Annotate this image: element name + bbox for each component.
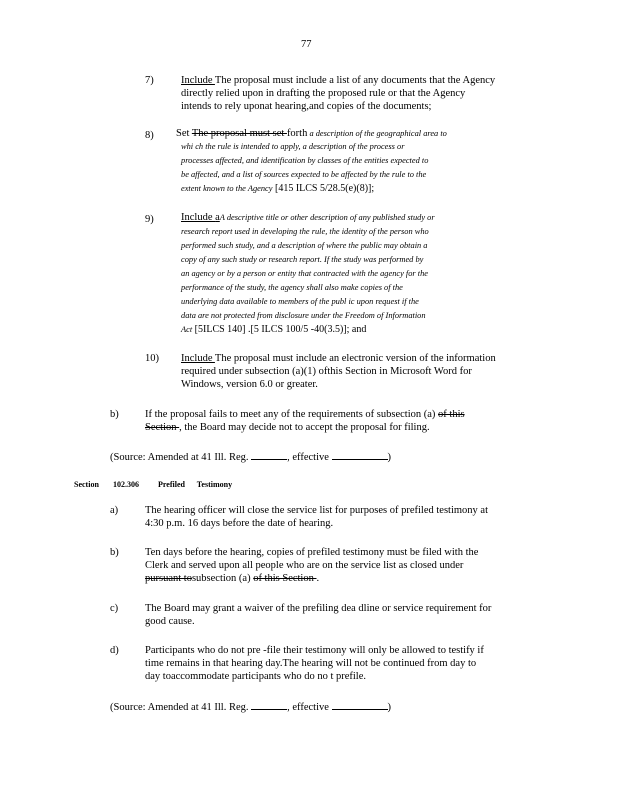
section-d-line: time remains in that hearing day.The hearing will not be continued from day to bbox=[145, 658, 477, 670]
item-7-line: The proposal must include a list of any documents that the Agency bbox=[214, 75, 496, 86]
item-9-line: performed such study, and a description of where the public may obtain a bbox=[181, 241, 428, 250]
section-number: 102.306 bbox=[113, 480, 139, 489]
section-b-line: Clerk and served upon all people who are on the service list as closed under bbox=[145, 560, 464, 572]
deleted-text: of this bbox=[438, 409, 465, 420]
forth-word: forth bbox=[286, 128, 308, 139]
section-c-line: The Board may grant a waiver of the prefiling dea dline or service requirement for bbox=[145, 603, 492, 614]
item-10-line: Windows, version 6.0 or greater. bbox=[181, 379, 318, 391]
item-9-line: copy of any such study or research report. If the study was performed by bbox=[181, 255, 424, 264]
insert-include: Include bbox=[181, 212, 216, 223]
section-a-text bbox=[145, 504, 537, 530]
item-7-number: 7) bbox=[145, 75, 154, 86]
source-note-1 bbox=[110, 450, 391, 464]
item-10-text bbox=[181, 352, 533, 392]
blank-line bbox=[251, 700, 287, 710]
source-note-2 bbox=[110, 700, 391, 714]
section-d-letter: d) bbox=[110, 645, 119, 656]
item-9-line: underlying data available to members of the publ ic upon request if the bbox=[181, 297, 419, 306]
item-b-line: , the Board may decide not to accept the proposal for filing. bbox=[179, 422, 430, 434]
item-8-line: a description of the geographical area to bbox=[307, 129, 447, 138]
item-9-text bbox=[181, 211, 534, 337]
set-word: Set bbox=[176, 128, 192, 139]
blank-line bbox=[251, 450, 287, 460]
source-text: (Source: Amended at 41 Ill. Reg. bbox=[110, 452, 252, 463]
item-10-number: 10) bbox=[145, 353, 159, 364]
item-8-number: 8) bbox=[145, 130, 154, 141]
item-9-line: an agency or by a person or entity that contracted with the agency for the bbox=[181, 269, 429, 278]
section-a-line: 4:30 p.m. 16 days before the date of hearing. bbox=[145, 518, 334, 530]
section-title: Prefiled Testimony bbox=[158, 480, 233, 489]
section-b-line: . bbox=[316, 573, 320, 585]
section-a-letter: a) bbox=[110, 505, 119, 516]
insert-include: Include bbox=[181, 353, 215, 364]
deleted-text: of this Section bbox=[253, 573, 317, 585]
deleted-text: The proposal must set bbox=[191, 128, 287, 139]
item-7-line: intends to rely uponat hearing,and copies of the documents; bbox=[181, 101, 432, 113]
item-7-line: directly relied upon in drafting the proposed rule or that the Agency bbox=[181, 88, 466, 100]
section-a-line: The hearing officer will close the service list for purposes of prefiled testimony at bbox=[145, 505, 488, 516]
item-9-line: Act bbox=[181, 325, 193, 334]
source-text: , effective bbox=[287, 702, 332, 713]
blank-line bbox=[332, 700, 388, 710]
section-b-text bbox=[145, 546, 535, 586]
item-b-letter: b) bbox=[110, 409, 119, 420]
item-9-line: research report used in developing the rule, the identity of the person who bbox=[181, 227, 429, 236]
item-9-line: data are not protected from disclosure under the Freedom of Information bbox=[181, 311, 426, 320]
insert-include: Include bbox=[181, 75, 215, 86]
item-b-text bbox=[145, 408, 537, 434]
item-8-text bbox=[176, 127, 534, 196]
section-b-line: subsection (a) bbox=[191, 573, 254, 585]
section-c-text bbox=[145, 602, 539, 628]
item-8-line: whi ch the rule is intended to apply, a description of the process or bbox=[181, 142, 405, 152]
section-b-letter: b) bbox=[110, 547, 119, 558]
section-label: Section bbox=[74, 480, 99, 489]
section-c-letter: c) bbox=[110, 603, 119, 614]
citation: [415 ILCS 5/28.5(e)(8)]; bbox=[272, 183, 375, 195]
page-number: 77 bbox=[301, 39, 312, 50]
source-text: ) bbox=[387, 452, 392, 463]
item-9-number: 9) bbox=[145, 214, 154, 225]
citation: [5ILCS 140] .[5 ILCS 100/5 -40(3.5)]; and bbox=[192, 324, 367, 335]
item-10-line: The proposal must include an electronic version of the information bbox=[214, 353, 496, 364]
deleted-text: pursuant to bbox=[145, 573, 192, 585]
blank-line bbox=[332, 450, 388, 460]
item-8-line: processes affected, and identification by classes of the entities expected to bbox=[181, 156, 429, 166]
item-8-line: be affected, and a list of sources expected to be affected by the rule to the bbox=[181, 170, 427, 180]
item-b-line: If the proposal fails to meet any of the requirements of subsection (a) bbox=[145, 409, 439, 420]
section-b-line: Ten days before the hearing, copies of prefiled testimony must be filed with the bbox=[145, 547, 479, 558]
item-10-line: required under subsection (a)(1) ofthis Section in Microsoft Word for bbox=[181, 366, 472, 378]
section-d-line: day toaccommodate participants who do no t prefile. bbox=[145, 671, 367, 683]
item-8-line: extent known to the Agency bbox=[181, 184, 273, 194]
item-7-text bbox=[181, 74, 533, 114]
insert-a: a bbox=[215, 212, 220, 223]
section-d-text bbox=[145, 644, 535, 684]
deleted-text: Section bbox=[145, 422, 180, 434]
section-c-line: good cause. bbox=[145, 616, 195, 628]
item-9-line: A descriptive title or other description of any published study or bbox=[219, 213, 435, 222]
source-text: ) bbox=[387, 702, 392, 713]
source-text: , effective bbox=[287, 452, 332, 463]
section-d-line: Participants who do not pre -file their testimony will only be allowed to testify if bbox=[145, 645, 484, 656]
source-text: (Source: Amended at 41 Ill. Reg. bbox=[110, 702, 252, 713]
item-9-line: performance of the study, the agency shall also make copies of the bbox=[181, 283, 403, 292]
